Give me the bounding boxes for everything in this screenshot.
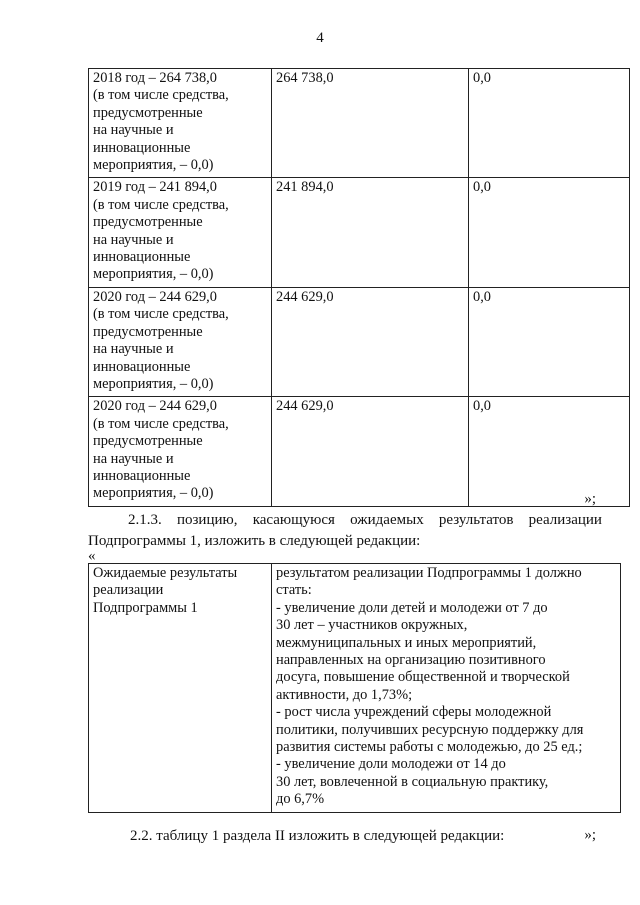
table-row bbox=[89, 397, 630, 506]
cell-line: предусмотренные bbox=[93, 104, 203, 121]
cell-line: на научные и bbox=[93, 450, 174, 467]
cell-line: мероприятия, – 0,0) bbox=[93, 485, 214, 502]
year-cell bbox=[89, 287, 272, 396]
cell-line: до 6,7% bbox=[276, 791, 325, 808]
table-row bbox=[89, 69, 630, 178]
amount-cell: 241 894,0 bbox=[272, 178, 469, 287]
cell-line: (в том числе средства, bbox=[93, 87, 229, 104]
cell-line: Ожидаемые результаты bbox=[93, 565, 238, 581]
expected-results-table bbox=[88, 563, 621, 813]
cell-line: 2019 год – 241 894,0 bbox=[93, 179, 217, 196]
cell-line: результатом реализации Подпрограммы 1 должно bbox=[276, 565, 582, 581]
word: реализации bbox=[528, 512, 602, 528]
closing-quote: »; bbox=[584, 827, 596, 843]
word: позицию, bbox=[176, 512, 238, 528]
cell-line: - рост числа учреждений сферы молодежной bbox=[276, 704, 552, 721]
funding-table bbox=[88, 68, 630, 507]
cell-line: политики, получивших ресурсную поддержку для bbox=[276, 721, 584, 738]
cell-line: мероприятия, – 0,0) bbox=[93, 375, 214, 392]
table-row bbox=[89, 564, 621, 813]
cell-line: - увеличение доли детей и молодежи от 7 до bbox=[276, 599, 548, 616]
page-number: 4 bbox=[316, 30, 324, 46]
word: ожидаемых bbox=[350, 512, 424, 528]
cell-line: досуга, повышение общественной и творческой bbox=[276, 669, 570, 686]
other-amount-cell: 0,0 bbox=[469, 397, 630, 506]
cell-line: инновационные bbox=[93, 249, 191, 266]
closing-quote: »; bbox=[584, 491, 596, 507]
cell-line: предусмотренные bbox=[93, 433, 203, 450]
cell-line: 2020 год – 244 629,0 bbox=[93, 398, 217, 415]
cell-line: инновационные bbox=[93, 467, 191, 484]
cell-line: направленных на организацию позитивного bbox=[276, 652, 546, 669]
year-cell bbox=[89, 69, 272, 178]
table-row bbox=[89, 178, 630, 287]
other-amount-cell: 0,0 bbox=[469, 287, 630, 396]
results-label-cell bbox=[89, 564, 272, 813]
cell-line: Подпрограммы 1 bbox=[93, 599, 198, 616]
cell-line: мероприятия, – 0,0) bbox=[93, 266, 214, 283]
results-value-cell bbox=[272, 564, 621, 813]
paragraph-2-2: 2.2. таблицу 1 раздела II изложить в следующей редакции: bbox=[130, 828, 505, 844]
cell-line: 2020 год – 244 629,0 bbox=[93, 288, 217, 305]
other-amount-cell: 0,0 bbox=[469, 178, 630, 287]
cell-line: 2018 год – 264 738,0 bbox=[93, 70, 217, 86]
word: касающуюся bbox=[252, 512, 335, 528]
word: 2.1.3. bbox=[128, 512, 162, 528]
other-amount-cell: 0,0 bbox=[469, 69, 630, 178]
word: результатов bbox=[438, 512, 514, 528]
cell-line: на научные и bbox=[93, 122, 174, 139]
cell-line: на научные и bbox=[93, 341, 174, 358]
year-cell bbox=[89, 178, 272, 287]
year-cell bbox=[89, 397, 272, 506]
cell-line: на научные и bbox=[93, 231, 174, 248]
paragraph-second-line: Подпрограммы 1, изложить в следующей редакции: bbox=[88, 533, 421, 549]
cell-line: 30 лет – участников окружных, bbox=[276, 617, 468, 634]
cell-line: развития системы работы с молодежью, до 25 ед.; bbox=[276, 739, 583, 756]
cell-line: реализации bbox=[93, 582, 164, 599]
cell-line: 30 лет, вовлеченной в социальную практику, bbox=[276, 773, 549, 790]
cell-line: (в том числе средства, bbox=[93, 196, 229, 213]
amount-cell: 264 738,0 bbox=[272, 69, 469, 178]
amount-cell: 244 629,0 bbox=[272, 397, 469, 506]
opening-quote: « bbox=[88, 548, 96, 564]
cell-line: инновационные bbox=[93, 139, 191, 156]
paragraph-2-1-3 bbox=[88, 510, 602, 552]
table-row bbox=[89, 287, 630, 396]
cell-line: предусмотренные bbox=[93, 323, 203, 340]
cell-line: (в том числе средства, bbox=[93, 306, 229, 323]
cell-line: (в том числе средства, bbox=[93, 415, 229, 432]
cell-line: инновационные bbox=[93, 358, 191, 375]
cell-line: мероприятия, – 0,0) bbox=[93, 157, 214, 174]
amount-cell: 244 629,0 bbox=[272, 287, 469, 396]
cell-line: стать: bbox=[276, 582, 312, 599]
cell-line: - увеличение доли молодежи от 14 до bbox=[276, 756, 506, 773]
cell-line: межмуниципальных и иных мероприятий, bbox=[276, 634, 537, 651]
cell-line: предусмотренные bbox=[93, 214, 203, 231]
cell-line: активности, до 1,73%; bbox=[276, 686, 413, 703]
paragraph-first-line bbox=[88, 510, 602, 531]
